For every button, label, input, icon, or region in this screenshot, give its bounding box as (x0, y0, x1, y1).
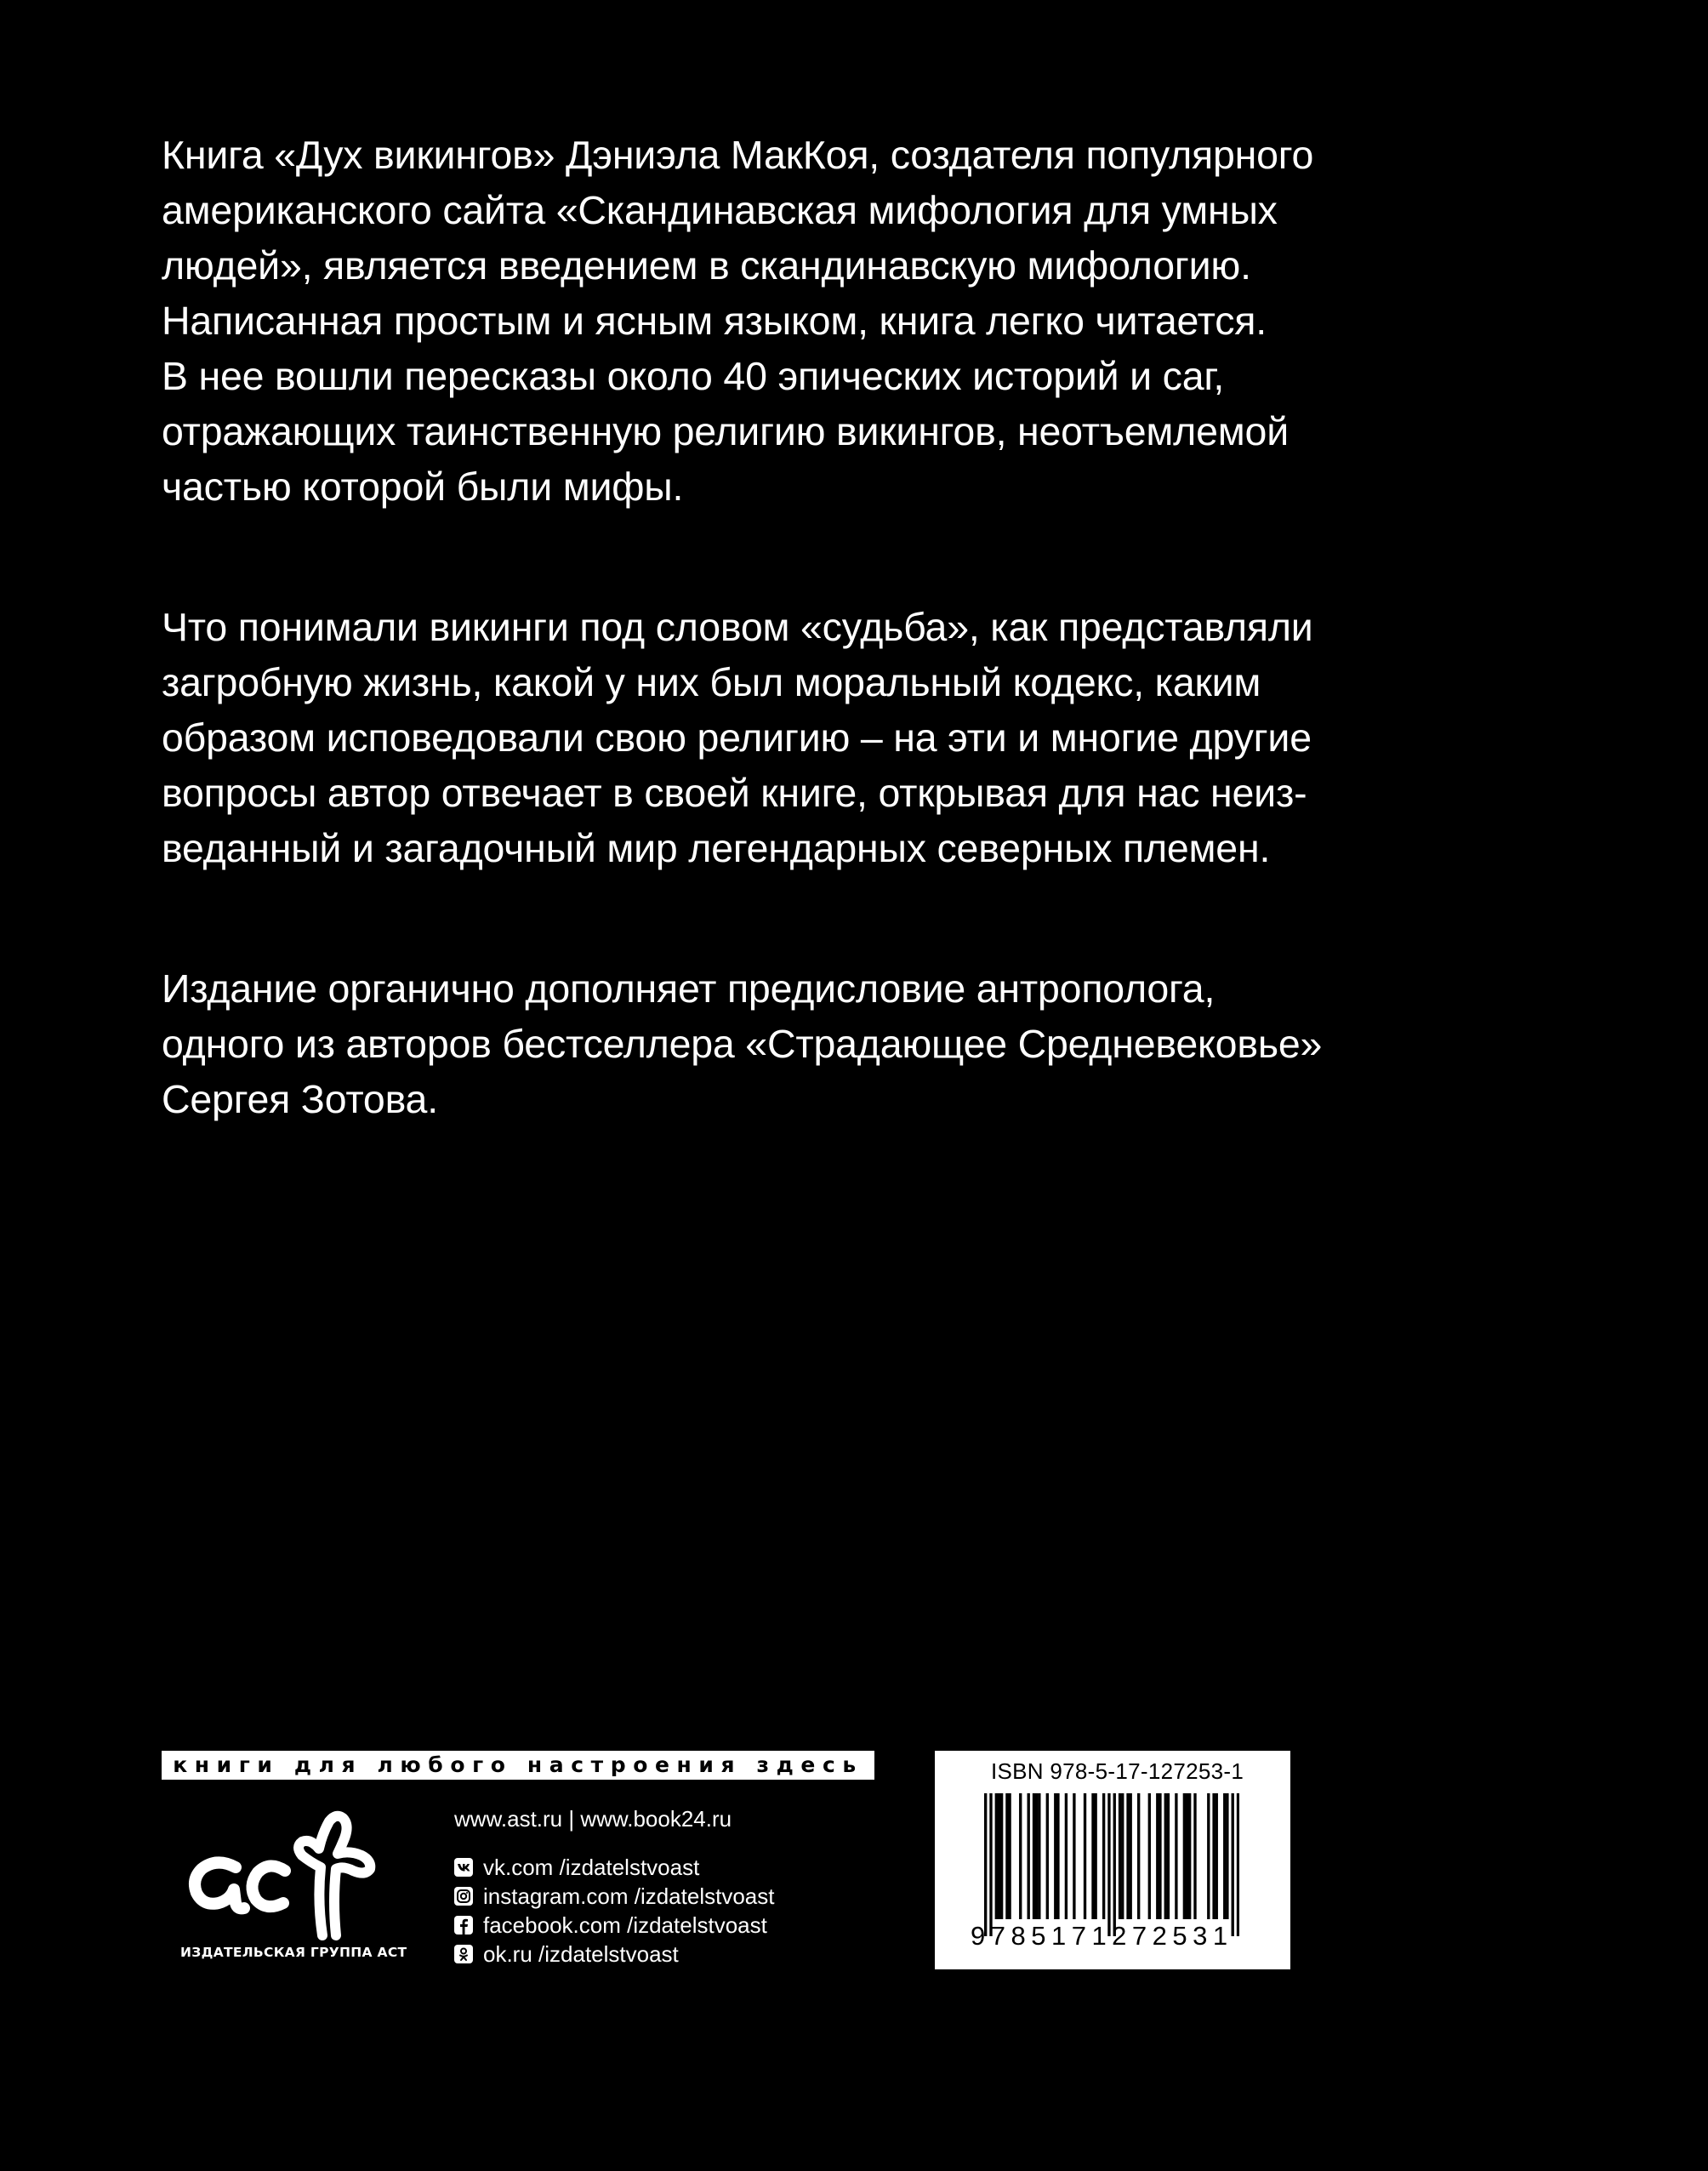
book-description (162, 128, 1489, 1127)
description-paragraph-3 (162, 961, 1489, 1127)
odnoklassniki-icon (454, 1945, 473, 1963)
barcode-bar (1121, 1793, 1124, 1919)
barcode-bar (1033, 1793, 1035, 1919)
barcode-bar (1223, 1793, 1226, 1919)
text-line: В нее вошли пересказы около 40 эпических историй и саг, (162, 354, 1225, 398)
barcode-bar (1065, 1793, 1068, 1919)
publisher-caption: ИЗДАТЕЛЬСКАЯ ГРУППА АСТ (180, 1945, 407, 1960)
social-instagram[interactable] (454, 1882, 774, 1911)
social-facebook[interactable] (454, 1911, 774, 1940)
barcode-bar (998, 1793, 1000, 1919)
barcode-bar (1038, 1793, 1040, 1919)
barcode-bar (1008, 1793, 1011, 1919)
barcode-bar (1164, 1793, 1167, 1919)
social-text: vk.com /izdatelstvoast (483, 1855, 700, 1880)
websites-link[interactable]: www.ast.ru | www.book24.ru (454, 1806, 732, 1832)
text-line: Написанная простым и ясным языком, книга легко читается. (162, 299, 1267, 343)
text-line: одного из авторов бестселлера «Страдающее Средневековье» (162, 1022, 1323, 1066)
barcode-bar (1119, 1793, 1121, 1919)
publisher-contacts (454, 1804, 774, 1969)
barcode-bar (1226, 1793, 1228, 1919)
text-line: Что понимали викинги под словом «судьба», как представляли (162, 605, 1313, 649)
barcode-bar (1102, 1793, 1105, 1919)
social-text: facebook.com /izdatelstvoast (483, 1912, 767, 1938)
text-line: отражающих таинственную религию викингов, неотъемлемой (162, 409, 1289, 453)
barcode-bar (1148, 1793, 1151, 1919)
barcode-bar (1028, 1793, 1030, 1919)
text-line: частью которой были мифы. (162, 464, 684, 509)
text-line: веданный и загадочный мир легендарных северных племен. (162, 826, 1271, 870)
barcode-bar (1073, 1793, 1075, 1919)
barcode-bar (1056, 1793, 1059, 1919)
instagram-icon (454, 1887, 473, 1906)
barcode-bar (1084, 1793, 1086, 1919)
text-line: Сергея Зотова. (162, 1077, 438, 1121)
barcode-bar (1193, 1793, 1196, 1919)
isbn-number: ISBN 978-5-17-127253-1 (991, 1758, 1244, 1784)
barcode-bar (1046, 1793, 1049, 1919)
vk-icon (454, 1858, 473, 1877)
barcode-bar (1130, 1793, 1132, 1919)
text-line: образом исповедовали свою религию – на эти и многие другие (162, 715, 1312, 760)
barcode-bar (1113, 1793, 1116, 1936)
isbn-barcode-box (935, 1751, 1290, 1969)
barcode-bar (1091, 1793, 1094, 1919)
barcode-bar (1054, 1793, 1056, 1919)
social-vk[interactable] (454, 1853, 774, 1882)
tagline-banner: книги для любого настроения здесь (162, 1751, 874, 1780)
social-text: instagram.com /izdatelstvoast (483, 1883, 775, 1909)
barcode-digits: 9785171272531 (971, 1921, 1233, 1951)
text-line: Издание органично дополняет предисловие антрополога, (162, 966, 1216, 1011)
barcode-bar (1137, 1793, 1140, 1919)
description-paragraph-2 (162, 600, 1489, 876)
barcode-bar (1094, 1793, 1096, 1919)
barcode-bar (1156, 1793, 1159, 1919)
barcode-bar (995, 1793, 998, 1919)
barcode-bar (1159, 1793, 1161, 1919)
text-line: вопросы автор отвечает в своей книге, открывая для нас неиз- (162, 771, 1307, 815)
barcode-bar (1216, 1793, 1218, 1919)
barcode-icon (984, 1793, 1239, 1936)
ast-logo-icon (183, 1808, 421, 1948)
barcode-bar (1232, 1793, 1234, 1936)
description-paragraph-1 (162, 128, 1489, 515)
barcode-bar (1126, 1793, 1129, 1919)
text-line: людей», является введением в скандинавскую мифологию. (162, 243, 1251, 288)
barcode-bar (984, 1793, 987, 1936)
barcode-bar (1167, 1793, 1170, 1919)
social-text: ok.ru /izdatelstvoast (483, 1941, 679, 1967)
barcode-bar (1175, 1793, 1177, 1919)
barcode-bar (1207, 1793, 1210, 1919)
facebook-icon (454, 1916, 473, 1935)
social-odnoklassniki[interactable] (454, 1940, 774, 1969)
barcode-bar (1107, 1793, 1110, 1936)
barcode-bar (1183, 1793, 1186, 1919)
barcode-bar (1005, 1793, 1008, 1919)
barcode-bar (1212, 1793, 1215, 1919)
barcode-bar (1237, 1793, 1239, 1936)
text-line: Книга «Дух викингов» Дэниэла МакКоя, создателя популярного (162, 133, 1314, 177)
text-line: американского сайта «Скандинавская мифология для умных (162, 188, 1278, 232)
text-line: загробную жизнь, какой у них был моральный кодекс, каким (162, 660, 1261, 704)
barcode-bar (1186, 1793, 1188, 1919)
barcode-bar (1188, 1793, 1191, 1919)
barcode-bar (1019, 1793, 1022, 1919)
barcode-bar (1035, 1793, 1038, 1919)
barcode-bar (989, 1793, 992, 1936)
barcode-bar (1000, 1793, 1003, 1919)
